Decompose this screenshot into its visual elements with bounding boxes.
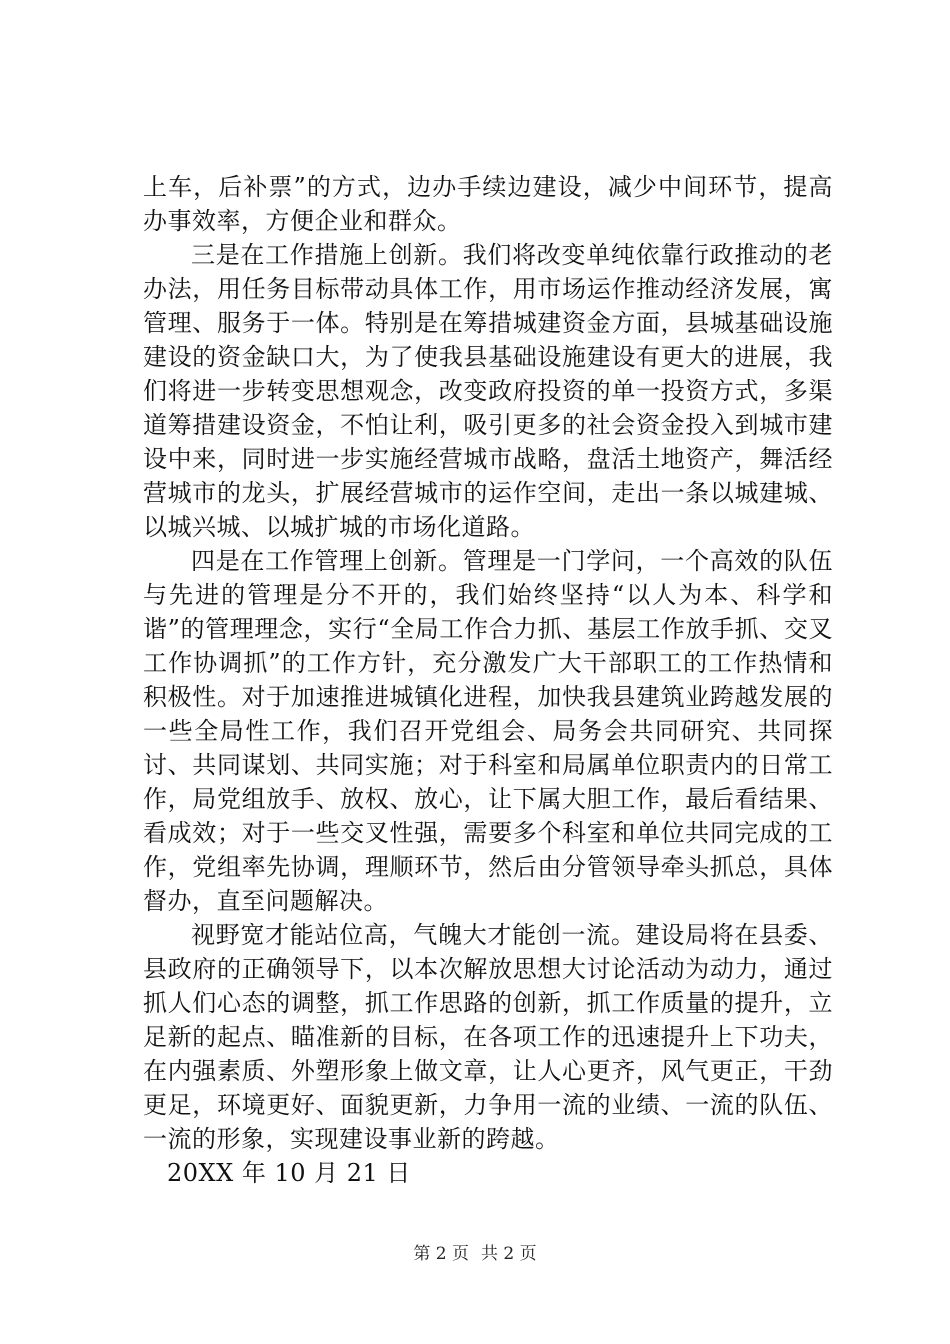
paragraph-management-innovation: 四是在工作管理上创新。管理是一门学问，一个高效的队伍与先进的管理是分不开的，我们始终坚持“以人为本、科学和谐”的管理理念，实行“全局工作合力抓、基层工作放手抓、交叉工作协调抓”的工作方针，充分激发广大干部职工的工作热情和积极性。对于加速推进城镇化进程，加快我县建筑业跨越发展的一些全局性工作，我们召开党组会、局务会共同研究、共同探讨、共同谋划、共同实施；对于科室和局属单位职责内的日常工作，局党组放手、放权、放心，让下属大胆工作，最后看结果、看成效；对于一些交叉性强，需要多个科室和单位共同完成的工作，党组率先协调，理顺环节，然后由分管领导牵头抓总，具体督办，直至问题解决。 bbox=[143, 547, 833, 915]
page-footer bbox=[0, 1243, 950, 1265]
paragraph-continuation: 上车，后补票”的方式，边办手续边建设，减少中间环节，提高办事效率，方便企业和群众。 bbox=[143, 173, 833, 235]
page-number-current: 第 2 页 bbox=[413, 1244, 469, 1264]
document-body bbox=[143, 170, 833, 1190]
page-number-total: 共 2 页 bbox=[481, 1244, 537, 1264]
paragraph-measures-innovation: 三是在工作措施上创新。我们将改变单纯依靠行政推动的老办法，用任务目标带动具体工作，用市场运作推动经济发展，寓管理、服务于一体。特别是在筹措城建资金方面，县城基础设施建设的资金缺口大，为了使我县基础设施建设有更大的进展，我们将进一步转变思想观念，改变政府投资的单一投资方式，多渠道筹措建设资金，不怕让利，吸引更多的社会资金投入到城市建设中来，同时进一步实施经营城市战略，盘活土地资产，舞活经营城市的龙头，扩展经营城市的运作空间，走出一条以城建城、以城兴城、以城扩城的市场化道路。 bbox=[143, 241, 833, 541]
document-date: 20XX 年 10 月 21 日 bbox=[167, 1159, 411, 1187]
paragraph-conclusion: 视野宽才能站位高，气魄大才能创一流。建设局将在县委、县政府的正确领导下，以本次解放思想大讨论活动为动力，通过抓人们心态的调整，抓工作思路的创新，抓工作质量的提升，立足新的起点、瞄准新的目标，在各项工作的迅速提升上下功夫，在内强素质、外塑形象上做文章，让人心更齐，风气更正，干劲更足，环境更好、面貌更新，力争用一流的业绩、一流的队伍、一流的形象，实现建设事业新的跨越。 bbox=[143, 921, 833, 1153]
